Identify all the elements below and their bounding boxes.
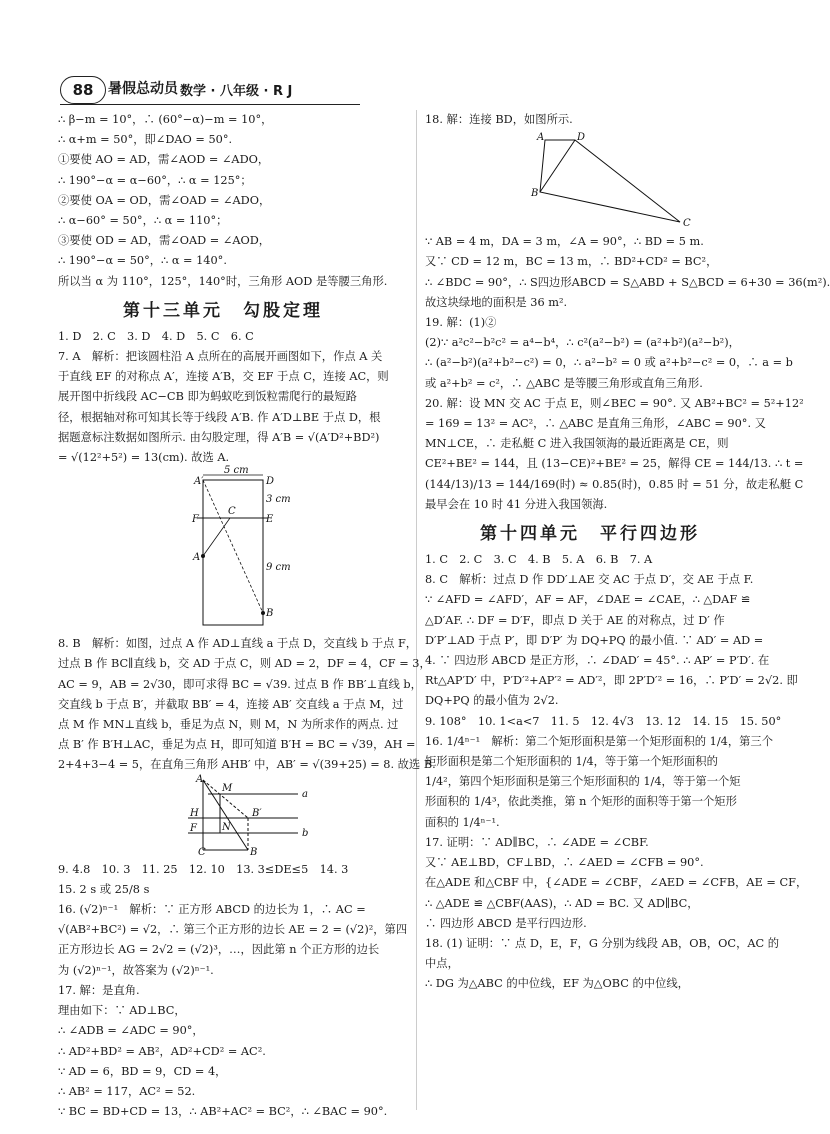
text-line: ③要使 OD = AD，需∠OAD = ∠AOD，: [58, 234, 271, 248]
text-block-right-b: [425, 232, 830, 515]
fig7-label-a: A: [193, 552, 201, 564]
text-line: Rt△AP′D′ 中，P′D′²+AP′² = AD′²，即 2P′D′² = 16，∴ P′D′ = 2√2. 即: [425, 674, 798, 688]
header-rule: [60, 104, 360, 105]
fig7-label-a1: A′: [194, 476, 204, 488]
figure-cylinder-unfold: [58, 465, 388, 630]
text-line: ∵ AB = 4 m，DA = 3 m，∠A = 90°，∴ BD = 5 m.: [425, 235, 704, 249]
text-line: 或 a²+b² = c²，∴ △ABC 是等腰三角形或直角三角形.: [425, 376, 703, 390]
text-line: 1. D 2. C 3. D 4. D 5. C 6. C: [58, 329, 254, 343]
text-line: ∴ 190°−α = 50°，∴ α = 140°.: [58, 254, 227, 268]
text-line: 最早会在 10 时 41 分进入我国领海.: [425, 497, 608, 511]
text-line: CE²+BE² = 144，且 (13−CE)²+BE² = 25，解得 CE = 144/13. ∴ t =: [425, 457, 804, 471]
text-line: 8. B 解析：如图，过点 A 作 AD⊥直线 a 于点 D，交直线 b 于点 F，: [58, 637, 418, 651]
text-line: △D′AF. ∴ DF = D′F，即点 D 关于 AE 的对称点，过 D′ 作: [425, 613, 725, 627]
text-line: 16. (√2)ⁿ⁻¹ 解析：∵ 正方形 ABCD 的边长为 1，∴ AC =: [58, 903, 366, 917]
text-line: AC = 9，AB = 2√30，即可求得 BC = √39. 过点 B 作 BB′⊥直线 b，: [58, 677, 422, 691]
text-line: ∵ AD = 6，BD = 9，CD = 4，: [58, 1064, 227, 1078]
text-line: ∵ ∠AFD = ∠AFD′，AF = AF，∠DAE = ∠CAE，∴ △DAF ≌: [425, 593, 751, 607]
text-line: DQ+PQ 的最小值为 2√2.: [425, 694, 559, 708]
text-line: ∴ DG 为△ABC 的中位线，EF 为△OBC 的中位线，: [425, 977, 689, 991]
text-line: 正方形边长 AG = 2√2 = (√2)³，…，因此第 n 个正方形的边长: [58, 943, 380, 957]
column-divider: [416, 110, 417, 1110]
fig8-label-line-a: a: [302, 788, 308, 800]
figure-quadrilateral: [425, 132, 755, 228]
text-block-right-c: [425, 550, 808, 994]
fig18-label-a: A: [537, 132, 545, 144]
text-line: 面积的 1/4ⁿ⁻¹.: [425, 815, 500, 829]
unit-14-title: 第十四单元 平行四边形: [480, 524, 700, 545]
text-line: ∴ ∠BDC = 90°，∴ S四边形ABCD = S△ABD + S△BCD = 6+30 = 36(m²).: [425, 275, 830, 289]
text-line: 2+4+3−4 = 5，在直角三角形 AHB′ 中，AB′ = √(39+25) = 8. 故选 B.: [58, 758, 436, 772]
text-line: ∴ AB² = 117，AC² = 52.: [58, 1084, 196, 1098]
text-line: ∴ 四边形 ABCD 是平行四边形.: [425, 916, 587, 930]
text-line: 故这块绿地的面积是 36 m².: [425, 295, 568, 309]
text-line: √(AB²+BC²) = √2，∴ 第三个正方形的边长 AE = 2 = (√2)²，第四: [58, 923, 408, 937]
fig7-top-dim: 5 cm: [224, 465, 249, 477]
text-line: = 169 = 13² = AC²，∴ △ABC 是直角三角形，∠ABC = 90°. 又: [425, 417, 766, 431]
fig7-label-f: F: [192, 514, 199, 526]
fig18-label-d: D: [577, 132, 586, 144]
text-line: ∵ BC = BD+CD = 13，∴ AB²+AC² = BC²，∴ ∠BAC = 90°.: [58, 1105, 388, 1119]
text-line: ①要使 AO = AD，需∠AOD = ∠ADO，: [58, 153, 270, 167]
fig18-label-b: B: [531, 188, 539, 200]
text-line: 点 B′ 作 B′H⊥AC，垂足为点 H，即可知道 B′H = BC = √39，AH =: [58, 738, 416, 752]
fig7-right-top-dim: 3 cm: [266, 494, 291, 506]
unit-13-title: 第十三单元 勾股定理: [123, 300, 323, 321]
text-line: ∴ △ADE ≌ △CBF(AAS)，∴ AD = BC. 又 AD∥BC，: [425, 896, 699, 910]
text-line: 1. C 2. C 3. C 4. B 5. A 6. B 7. A: [425, 553, 653, 567]
text-line: 矩形面积是第二个矩形面积的 1/4，等于第一个矩形面积的: [425, 755, 718, 769]
text-line: 18. 解：连接 BD，如图所示.: [425, 113, 573, 126]
left-column: [58, 110, 436, 1122]
text-line: 8. C 解析：过点 D 作 DD′⊥AE 交 AC 于点 D′，交 AE 于点 F.: [425, 573, 754, 587]
text-line: 过点 B 作 BC∥直线 b，交 AD 于点 C，则 AD = 2，DF = 4，CF = 3，: [58, 657, 431, 671]
fig8-label-m: M: [222, 782, 233, 794]
text-block-right-a: [425, 110, 755, 130]
text-line: ②要使 OA = OD，需∠OAD = ∠ADO，: [58, 193, 271, 207]
text-line: ∴ (a²−b²)(a²+b²−c²) = 0，∴ a²−b² = 0 或 a²+b²−c² = 0，∴ a = b: [425, 356, 793, 370]
right-column: [425, 110, 830, 995]
text-line: ∴ ∠ADB = ∠ADC = 90°，: [58, 1024, 204, 1038]
text-line: 9. 108° 10. 1<a<7 11. 5 12. 4√3 13. 12 14. 15 15. 50°: [425, 714, 782, 728]
text-block-left-d: [58, 860, 408, 1123]
page-header: [60, 76, 350, 104]
text-line: 1/4²，第四个矩形面积是第三个矩形面积的 1/4，等于第一个矩: [425, 775, 741, 789]
text-line: 中点，: [425, 957, 459, 971]
fig7-label-c: C: [228, 506, 236, 518]
subject-label: 数学 · 八年级 · R J: [180, 84, 293, 99]
fig8-label-b1: B′: [252, 807, 262, 819]
text-line: 展开图中折线段 AC−CB 即为蚂蚁吃到饭粒需爬行的最短路: [58, 390, 357, 404]
text-line: 17. 解：是直角.: [58, 983, 140, 997]
text-line: 4. ∵ 四边形 ABCD 是正方形，∴ ∠DAD′ = 45°. ∴ AP′ = P′D′. 在: [425, 654, 770, 668]
text-block-left-c: [58, 634, 436, 775]
text-line: 形面积的 1/4³，依此类推，第 n 个矩形的面积等于第一个矩形: [425, 795, 737, 809]
text-line: ∴ α−60° = 50°，∴ α = 110°；: [58, 214, 228, 228]
fig8-label-f: F: [190, 822, 197, 834]
text-line: 16. 1/4ⁿ⁻¹ 解析：第二个矩形面积是第一个矩形面积的 1/4，第三个: [425, 734, 774, 748]
text-line: ∴ 190°−α = α−60°，∴ α = 125°；: [58, 173, 252, 187]
fig8-label-c: C: [198, 846, 206, 858]
figure-river-bridge: [58, 773, 388, 858]
text-line: 径，根据轴对称可知其长等于线段 A′B. 作 A′D⊥BE 于点 D，根: [58, 410, 381, 424]
fig8-label-h: H: [190, 807, 199, 819]
fig7-label-e: E: [266, 514, 274, 526]
fig8-label-n: N: [222, 821, 231, 833]
fig8-label-b: B: [250, 846, 258, 858]
text-line: 于直线 EF 的对称点 A′，连接 A′B，交 EF 于点 C，连接 AC，则: [58, 370, 389, 384]
brand-title: 暑假总动员: [108, 81, 178, 97]
text-line: 又∵ CD = 12 m，BC = 13 m，∴ BD²+CD² = BC²，: [425, 255, 718, 269]
text-block-left-a: [58, 110, 388, 292]
text-line: 7. A 解析：把该圆柱沿 A 点所在的高展开画图如下，作点 A 关: [58, 350, 383, 364]
text-line: 15. 2 s 或 25/8 s: [58, 882, 150, 896]
fig18-label-c: C: [683, 218, 691, 230]
text-line: MN⊥CE，∴ 走私艇 C 进入我国领海的最近距离是 CE，则: [425, 437, 729, 451]
text-line: 为 (√2)ⁿ⁻¹，故答案为 (√2)ⁿ⁻¹.: [58, 963, 214, 977]
page-number: 88: [60, 76, 106, 104]
text-line: D′P′⊥AD 于点 P′，即 D′P′ 为 DQ+PQ 的最小值. ∵ AD′ = AD =: [425, 633, 764, 647]
text-line: 19. 解：(1)②: [425, 316, 497, 330]
text-line: = √(12²+5²) = 13(cm). 故选 A.: [58, 451, 230, 465]
text-line: 交直线 b 于点 B′，并截取 BB′ = 4，连接 AB′ 交直线 a 于点 M，过: [58, 697, 404, 711]
text-line: 18. (1) 证明：∵ 点 D，E，F，G 分别为线段 AB，OB，OC，AC 的: [425, 936, 780, 950]
text-line: 据题意标注数据如图所示. 由勾股定理，得 A′B = √(A′D²+BD²): [58, 430, 380, 444]
fig7-label-d: D: [266, 476, 275, 488]
text-line: 在△ADE 和△CBF 中，{∠ADE = ∠CBF，∠AED = ∠CFB，AE = CF，: [425, 876, 808, 890]
fig7-right-bottom-dim: 9 cm: [266, 562, 291, 574]
text-line: 20. 解：设 MN 交 AC 于点 E，则∠BEC = 90°. 又 AB²+BC² = 5²+12²: [425, 396, 804, 410]
fig7-label-b: B: [266, 608, 274, 620]
text-line: (2)∵ a²c²−b²c² = a⁴−b⁴，∴ c²(a²−b²) = (a²+b²)(a²−b²)，: [425, 336, 740, 350]
text-block-left-b: [58, 327, 388, 468]
text-line: ∴ α+m = 50°，即∠DAO = 50°.: [58, 133, 233, 147]
fig8-label-a: A: [196, 773, 204, 785]
fig8-label-line-b: b: [302, 827, 309, 839]
text-line: 9. 4.8 10. 3 11. 25 12. 10 13. 3≤DE≤5 14. 3: [58, 862, 349, 876]
text-line: 点 M 作 MN⊥直线 b，垂足为点 N，则 M，N 为所求作的两点. 过: [58, 718, 399, 732]
text-line: ∴ AD²+BD² = AB²，AD²+CD² = AC².: [58, 1044, 266, 1058]
text-line: 理由如下：∵ AD⊥BC，: [58, 1004, 186, 1018]
text-line: ∴ β−m = 10°，∴ (60°−α)−m = 10°，: [58, 113, 273, 126]
text-line: 又∵ AE⊥BD，CF⊥BD，∴ ∠AED = ∠CFB = 90°.: [425, 856, 704, 870]
text-line: 17. 证明：∵ AD∥BC，∴ ∠ADE = ∠CBF.: [425, 835, 649, 849]
text-line: 所以当 α 为 110°，125°，140°时，三角形 AOD 是等腰三角形.: [58, 274, 388, 288]
text-line: (144/13)/13 = 144/169(时) ≈ 0.85(时)，0.85 时 = 51 分，故走私艇 C: [425, 477, 804, 491]
